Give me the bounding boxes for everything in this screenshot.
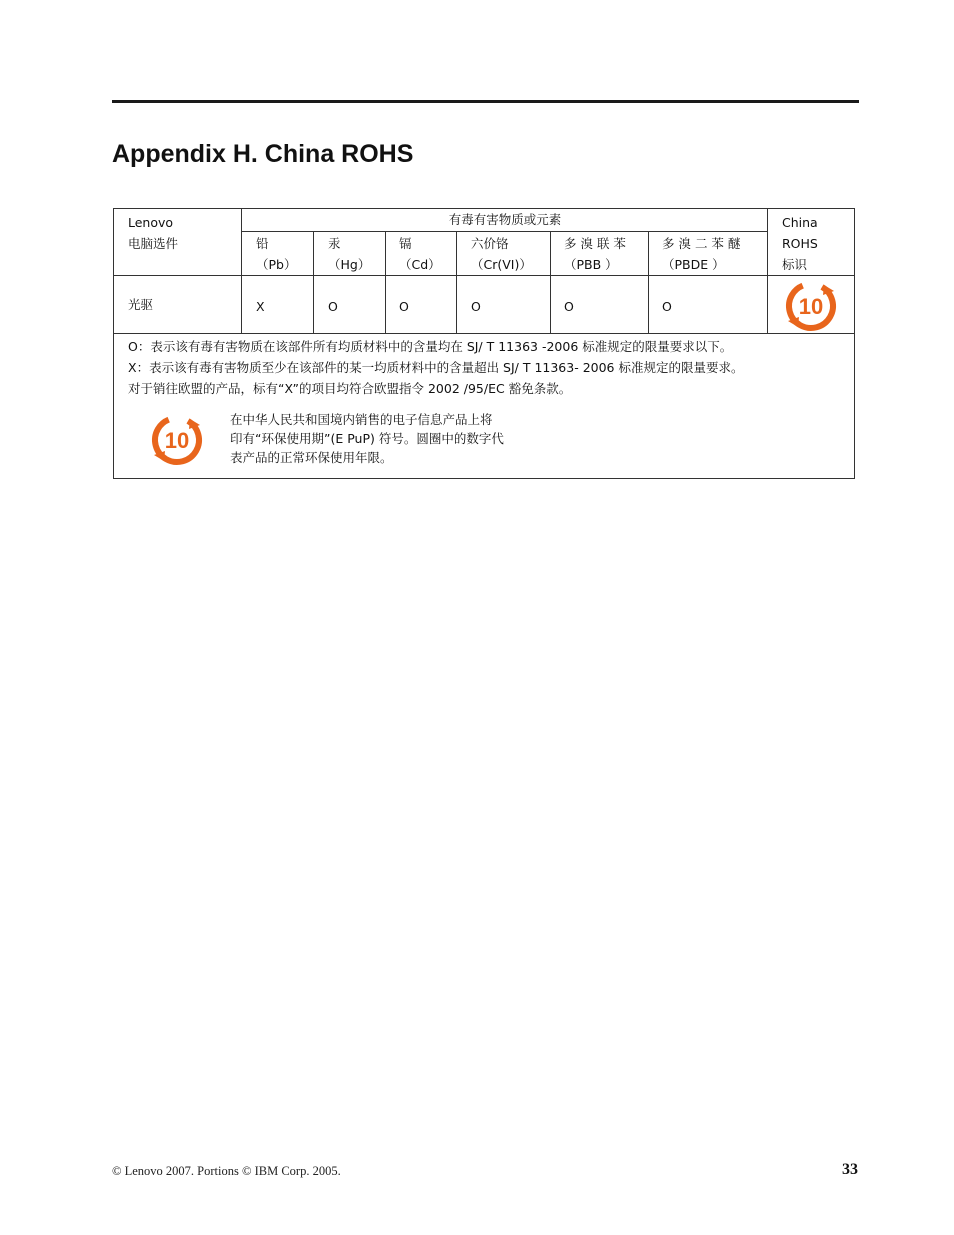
value-cell [564, 296, 574, 317]
header-right-line: ROHS [782, 236, 818, 251]
epup-logo-number: 10 [164, 428, 190, 453]
header-right-line: 标识 [782, 257, 808, 272]
header-right-line: China [782, 215, 818, 230]
value-cell [399, 296, 409, 317]
substance-symbol: （PBB ） [564, 257, 618, 272]
value-lead: X [256, 299, 265, 314]
substance-header-mercury [328, 233, 370, 275]
note-x: X：表示该有毒有害物质至少在该部件的某一均质材料中的含量超出 SJ/ T 11363- 2006 标准规定的限量要求。 [128, 360, 744, 375]
substance-header-lead [256, 233, 296, 275]
table-col-line [313, 231, 314, 333]
substance-symbol: （Cr(VI)） [471, 257, 532, 272]
part-name: 光驱 [128, 297, 154, 312]
logo-desc-line: 表产品的正常环保使用年限。 [230, 450, 393, 465]
value-chromium: O [471, 299, 481, 314]
header-rule [112, 100, 859, 103]
table-col-line [385, 231, 386, 333]
table-rule-header [242, 231, 768, 232]
substance-name: 六价铬 [471, 236, 509, 251]
substance-symbol: （PBDE ） [662, 257, 725, 272]
value-mercury: O [328, 299, 338, 314]
note-eu: 对于销往欧盟的产品，标有“X”的项目均符合欧盟指令 2002 /95/EC 豁免条款。 [128, 381, 572, 396]
footer-copyright: © Lenovo 2007. Portions © IBM Corp. 2005. [112, 1164, 341, 1178]
value-cell [471, 296, 481, 317]
logo-desc-line: 在中华人民共和国境内销售的电子信息产品上将 [230, 412, 493, 427]
value-pbb: O [564, 299, 574, 314]
substance-name: 镉 [399, 236, 412, 251]
substance-name: 汞 [328, 236, 341, 251]
page-title: Appendix H. China ROHS [112, 140, 414, 168]
header-left-cell [128, 212, 178, 254]
table-rule-row-bottom [114, 333, 854, 334]
header-left-line: Lenovo [128, 215, 174, 230]
value-cell [662, 296, 672, 317]
header-right-cell [782, 212, 818, 275]
substance-name: 多 溴 联 苯 [564, 236, 626, 251]
substance-symbol: （Cd） [399, 257, 441, 272]
rohs-table [113, 208, 855, 479]
value-pbde: O [662, 299, 672, 314]
header-span-label: 有毒有害物质或元素 [448, 212, 562, 227]
table-rule-row-top [114, 275, 854, 276]
table-col-line [550, 231, 551, 333]
substance-header-cadmium [399, 233, 441, 275]
value-cell [328, 296, 338, 317]
epup-logo-icon [784, 279, 838, 333]
value-cadmium: O [399, 299, 409, 314]
part-cell [128, 294, 153, 315]
table-col-line [648, 231, 649, 333]
substance-name: 铅 [256, 236, 269, 251]
substance-header-chromium [471, 233, 532, 275]
substance-header-pbde [662, 233, 740, 275]
substance-symbol: （Hg） [328, 257, 371, 272]
substance-name: 多 溴 二 苯 醚 [662, 236, 741, 251]
header-left-line: 电脑选件 [128, 236, 179, 251]
header-span-cell [242, 209, 768, 230]
value-cell [256, 296, 265, 317]
epup-logo-number: 10 [798, 294, 824, 319]
epup-logo-icon [150, 413, 204, 467]
substance-header-pbb [564, 233, 626, 275]
note-o: O：表示该有毒有害物质在该部件所有均质材料中的含量均在 SJ/ T 11363 -2006 标准规定的限量要求以下。 [128, 339, 733, 354]
page-number: 33 [842, 1161, 858, 1178]
logo-desc-line: 印有“环保使用期”(E PuP) 符号。圆圈中的数字代 [230, 431, 504, 446]
substance-symbol: （Pb） [256, 257, 297, 272]
table-col-line [456, 231, 457, 333]
